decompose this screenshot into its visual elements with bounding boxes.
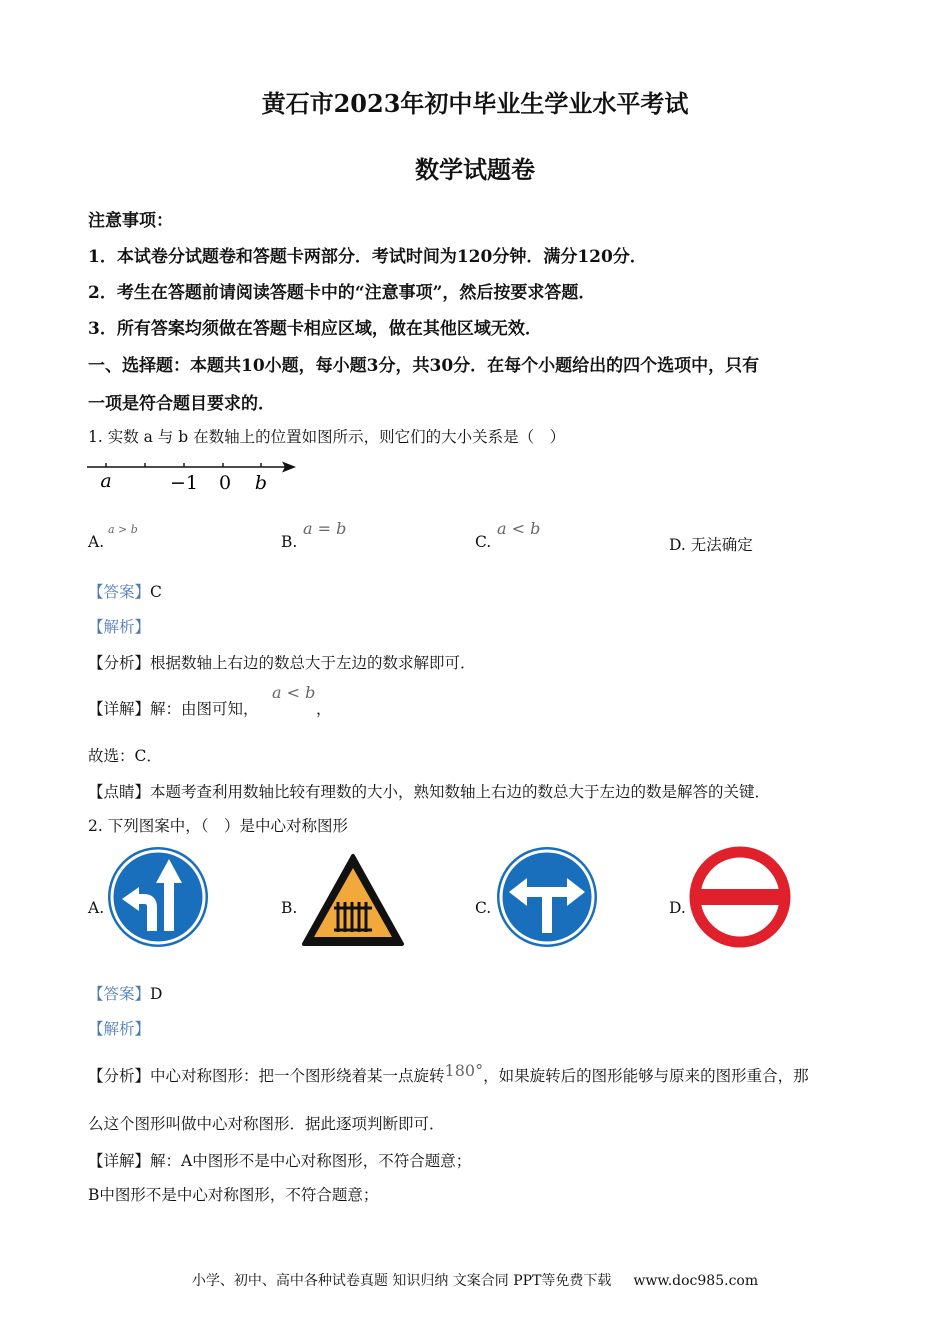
q1-detail (88, 697, 259, 719)
q2-fenxi-math: 180° (444, 1061, 484, 1080)
notice-item-3: 3．所有答案均须做在答题卡相应区域，做在其他区域无效． (88, 319, 542, 339)
q2-fenxi-line2: 么这个图形叫做中心对称图形．据此逐项判断即可． (88, 1115, 445, 1133)
footer (0, 1270, 950, 1290)
q2-option-d-letter: D. (669, 899, 686, 917)
q2-answer (88, 982, 162, 1004)
section-heading-line2: 一项是符合题目要求的． (88, 394, 275, 414)
fenxi-tag: 【分析】 (88, 654, 151, 672)
q1-option-c-math: a < b (497, 519, 541, 538)
fenxi-tag: 【分析】 (88, 1067, 151, 1085)
q1-option-b-letter: B. (281, 533, 298, 551)
q2-option-a-letter: A. (88, 899, 105, 917)
q1-option-d-text: 无法确定 (690, 536, 753, 554)
q1-option-a-math: a > b (108, 523, 138, 536)
q1-detail-math: a < b (272, 683, 316, 702)
q1-detail-post: ， (316, 700, 332, 718)
number-line-figure (86, 455, 301, 497)
axis-label-minus-one: −1 (169, 472, 199, 494)
notice-item-2: 2．考生在答题前请阅读答题卡中的“注意事项”，然后按要求答题． (88, 283, 596, 303)
q1-stem: 1. 实数 a 与 b 在数轴上的位置如图所示，则它们的大小关系是（ ） (88, 428, 566, 446)
q1-fenxi-text: 根据数轴上右边的数总大于左边的数求解即可． (150, 654, 476, 672)
q2-detail-1 (88, 1149, 471, 1171)
q1-option-c-letter: C. (475, 533, 492, 551)
detail-tag: 【详解】 (88, 700, 151, 718)
q2-detail-2: B中图形不是中心对称图形，不符合题意； (88, 1186, 379, 1204)
footer-url[interactable]: www.doc985.com (633, 1273, 759, 1289)
q1-option-d (669, 533, 753, 555)
sign-straight-or-left-icon (106, 845, 210, 949)
sign-turn-left-or-right-icon (495, 845, 599, 949)
axis-label-b: b (254, 472, 268, 494)
q2-option-b-letter: B. (281, 899, 298, 917)
detail-tag: 【详解】 (88, 1152, 151, 1170)
q2-stem: 2. 下列图案中，（ ）是中心对称图形 (88, 817, 348, 835)
q1-option-d-letter: D. (669, 536, 686, 554)
q1-fenxi (88, 651, 476, 673)
document-title: 黄石市2023年初中毕业生学业水平考试 (261, 89, 689, 118)
q1-option-a-letter: A. (88, 533, 105, 551)
section-heading-line1: 一、选择题：本题共10小题，每小题3分，共30分．在每个小题给出的四个选项中，只有 (88, 356, 760, 376)
notice-item-1: 1．本试卷分试题卷和答题卡两部分．考试时间为120分钟．满分120分． (88, 247, 647, 267)
answer-tag: 【答案】 (88, 985, 151, 1003)
axis-label-a: a (100, 470, 112, 492)
q1-option-b-math: a = b (303, 519, 347, 538)
footer-text: 小学、初中、高中各种试卷真题 知识归纳 文案合同 PPT等免费下载 (191, 1273, 612, 1289)
q2-analysis-tag: 【解析】 (88, 1020, 151, 1038)
answer-tag: 【答案】 (88, 583, 151, 601)
q1-answer-value: C (150, 583, 162, 601)
comment-tag: 【点睛】 (88, 783, 151, 801)
q2-answer-value: D (150, 985, 163, 1003)
q2-fenxi-post: ，如果旋转后的图形能够与原来的图形重合，那 (483, 1067, 809, 1085)
q2-fenxi-pre: 中心对称图形：把一个图形绕着某一点旋转 (150, 1067, 445, 1085)
q1-detail-pre: 解：由图可知， (150, 700, 259, 718)
notice-heading: 注意事项： (88, 211, 173, 231)
q1-analysis-tag: 【解析】 (88, 618, 151, 636)
q2-detail-1-text: 解：A中图形不是中心对称图形，不符合题意； (150, 1152, 472, 1170)
q1-comment (88, 780, 770, 802)
document-subtitle: 数学试题卷 (415, 155, 535, 184)
q2-option-c-letter: C. (475, 899, 492, 917)
sign-no-entry-icon (688, 845, 792, 949)
q1-comment-text: 本题考查利用数轴比较有理数的大小，熟知数轴上右边的数总大于左边的数是解答的关键． (150, 783, 771, 801)
axis-label-zero: 0 (218, 472, 232, 494)
q2-fenxi (88, 1061, 809, 1086)
q1-answer (88, 580, 162, 602)
sign-railway-crossing-warning-icon (300, 852, 406, 948)
q1-choose: 故选：C． (88, 747, 162, 765)
